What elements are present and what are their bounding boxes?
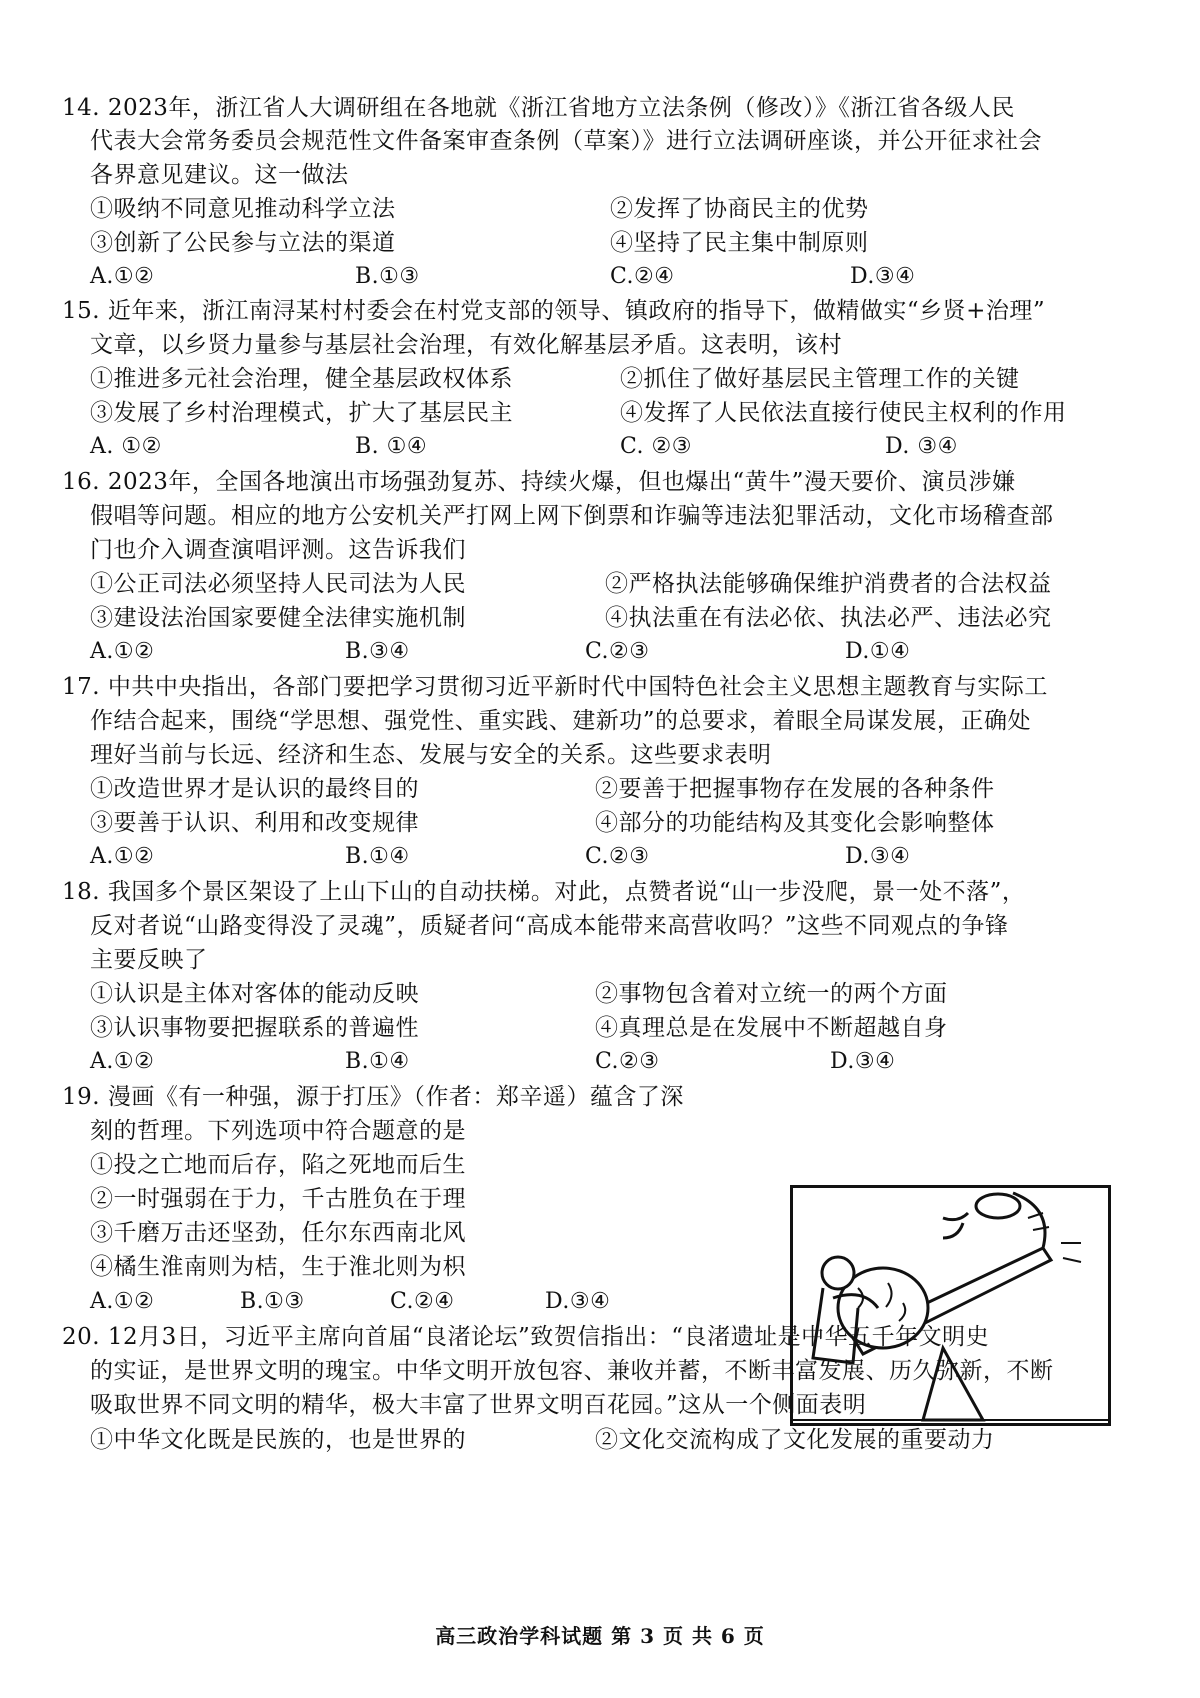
choice-b: B.①④ [345,1049,410,1074]
choice-a: A.①② [90,1289,155,1314]
statement-4: ④发挥了人民依法直接行使民主权利的作用 [620,400,1067,426]
choice-b: B.①③ [240,1289,305,1314]
statement-3: ③建设法治国家要健全法律实施机制 [90,605,466,631]
statement-2: ②一时强弱在于力，千古胜负在于理 [90,1186,466,1212]
question-stem-line: 代表大会常务委员会规范性文件备案审查条例（草案）》进行立法调研座谈，并公开征求社会 [90,128,1042,154]
statement-2: ②事物包含着对立统一的两个方面 [595,981,948,1007]
choice-d: D. ③④ [885,434,958,459]
question-stem-line: 理好当前与长远、经济和生态、发展与安全的关系。这些要求表明 [90,742,772,768]
statement-3: ③创新了公民参与立法的渠道 [90,230,396,256]
choice-c: C.②④ [390,1289,455,1314]
statement-2: ②抓住了做好基层民主管理工作的关键 [620,366,1020,392]
statement-2: ②要善于把握事物存在发展的各种条件 [595,776,995,802]
statement-4: ④橘生淮南则为桔，生于淮北则为枳 [90,1254,466,1280]
statement-2: ②文化交流构成了文化发展的重要动力 [595,1427,995,1453]
question-stem-line: 假唱等问题。相应的地方公安机关严打网上网下倒票和诈骗等违法犯罪活动，文化市场稽查部 [90,503,1054,529]
statement-4: ④部分的功能结构及其变化会影响整体 [595,810,995,836]
question-stem-line: 作结合起来，围绕“学思想、强党性、重实践、建新功”的总要求，着眼全局谋发展，正确处 [90,708,1032,734]
choice-c: C.②④ [610,264,675,289]
statement-3: ③认识事物要把握联系的普遍性 [90,1015,419,1041]
statement-1: ①投之亡地而后存，陷之死地而后生 [90,1152,466,1178]
statement-1: ①公正司法必须坚持人民司法为人民 [90,571,466,597]
question-stem-line: 门也介入调查演唱评测。这告诉我们 [90,537,466,563]
statement-1: ①中华文化既是民族的，也是世界的 [90,1427,466,1453]
choice-d: D.③④ [845,844,911,869]
choice-c: C.②③ [585,639,650,664]
choice-b: B.①③ [355,264,420,289]
choice-a: A.①② [90,844,155,869]
statement-4: ④执法重在有法必依、执法必严、违法必究 [605,605,1052,631]
statement-1: ①认识是主体对客体的能动反映 [90,981,419,1007]
statement-2: ②严格执法能够确保维护消费者的合法权益 [605,571,1052,597]
choice-d: D.③④ [830,1049,896,1074]
question-stem-line: 刻的哲理。下列选项中符合题意的是 [90,1118,466,1144]
choice-b: B.③④ [345,639,410,664]
statement-3: ③发展了乡村治理模式，扩大了基层民主 [90,400,513,426]
cartoon-drawing [793,1188,1108,1423]
choice-c: C. ②③ [620,434,692,459]
question-stem-line: 15. 近年来，浙江南浔某村村委会在村党支部的领导、镇政府的指导下，做精做实“乡贤+治理” [62,298,1046,324]
question-stem-line: 各界意见建议。这一做法 [90,162,349,188]
question-stem-line: 的实证，是世界文明的瑰宝。中华文明开放包容、兼收并蓄，不断丰富发展、历久弥新，不断 [90,1358,1054,1384]
choice-a: A.①② [90,1049,155,1074]
question-stem-line: 18. 我国多个景区架设了上山下山的自动扶梯。对此，点赞者说“山一步没爬，景一处不落”， [62,879,1026,905]
question-stem-line: 主要反映了 [90,947,208,973]
statement-2: ②发挥了协商民主的优势 [610,196,869,222]
statement-4: ④真理总是在发展中不断超越自身 [595,1015,948,1041]
question-stem-line: 吸取世界不同文明的精华，极大丰富了世界文明百花园。”这从一个侧面表明 [90,1392,867,1418]
statement-1: ①推进多元社会治理，健全基层政权体系 [90,366,513,392]
question-stem-line: 17. 中共中央指出，各部门要把学习贯彻习近平新时代中国特色社会主义思想主题教育与实际工 [62,674,1048,700]
statement-1: ①改造世界才是认识的最终目的 [90,776,419,802]
page-footer: 高三政治学科试题 第 3 页 共 6 页 [435,1624,765,1648]
choice-a: A. ①② [90,434,162,459]
statement-1: ①吸纳不同意见推动科学立法 [90,196,396,222]
choice-b: B. ①④ [355,434,428,459]
question-stem-line: 文章，以乡贤力量参与基层社会治理，有效化解基层矛盾。这表明，该村 [90,332,842,358]
choice-c: C.②③ [595,1049,660,1074]
choice-a: A.①② [90,264,155,289]
choice-c: C.②③ [585,844,650,869]
statement-3: ③要善于认识、利用和改变规律 [90,810,419,836]
question-stem-line: 反对者说“山路变得没了灵魂”，质疑者问“高成本能带来高营收吗？”这些不同观点的争锋 [90,913,1009,939]
choice-b: B.①④ [345,844,410,869]
question-stem-line: 20. 12月3日，习近平主席向首届“良渚论坛”致贺信指出：“良渚遗址是中华五千年文明史 [62,1324,990,1350]
statement-3: ③千磨万击还坚劲，任尔东西南北风 [90,1220,466,1246]
statement-4: ④坚持了民主集中制原则 [610,230,869,256]
question-stem-line: 14. 2023年，浙江省人大调研组在各地就《浙江省地方立法条例（修改）》《浙江省各级人民 [62,95,1015,121]
choice-a: A.①② [90,639,155,664]
choice-d: D.①④ [845,639,911,664]
choice-d: D.③④ [850,264,916,289]
question-stem-line: 16. 2023年，全国各地演出市场强劲复苏、持续火爆，但也爆出“黄牛”漫天要价、演员涉嫌 [62,469,1016,495]
choice-d: D.③④ [545,1289,611,1314]
question-stem-line: 19. 漫画《有一种强，源于打压》（作者：郑辛遥）蕴含了深 [62,1084,684,1110]
